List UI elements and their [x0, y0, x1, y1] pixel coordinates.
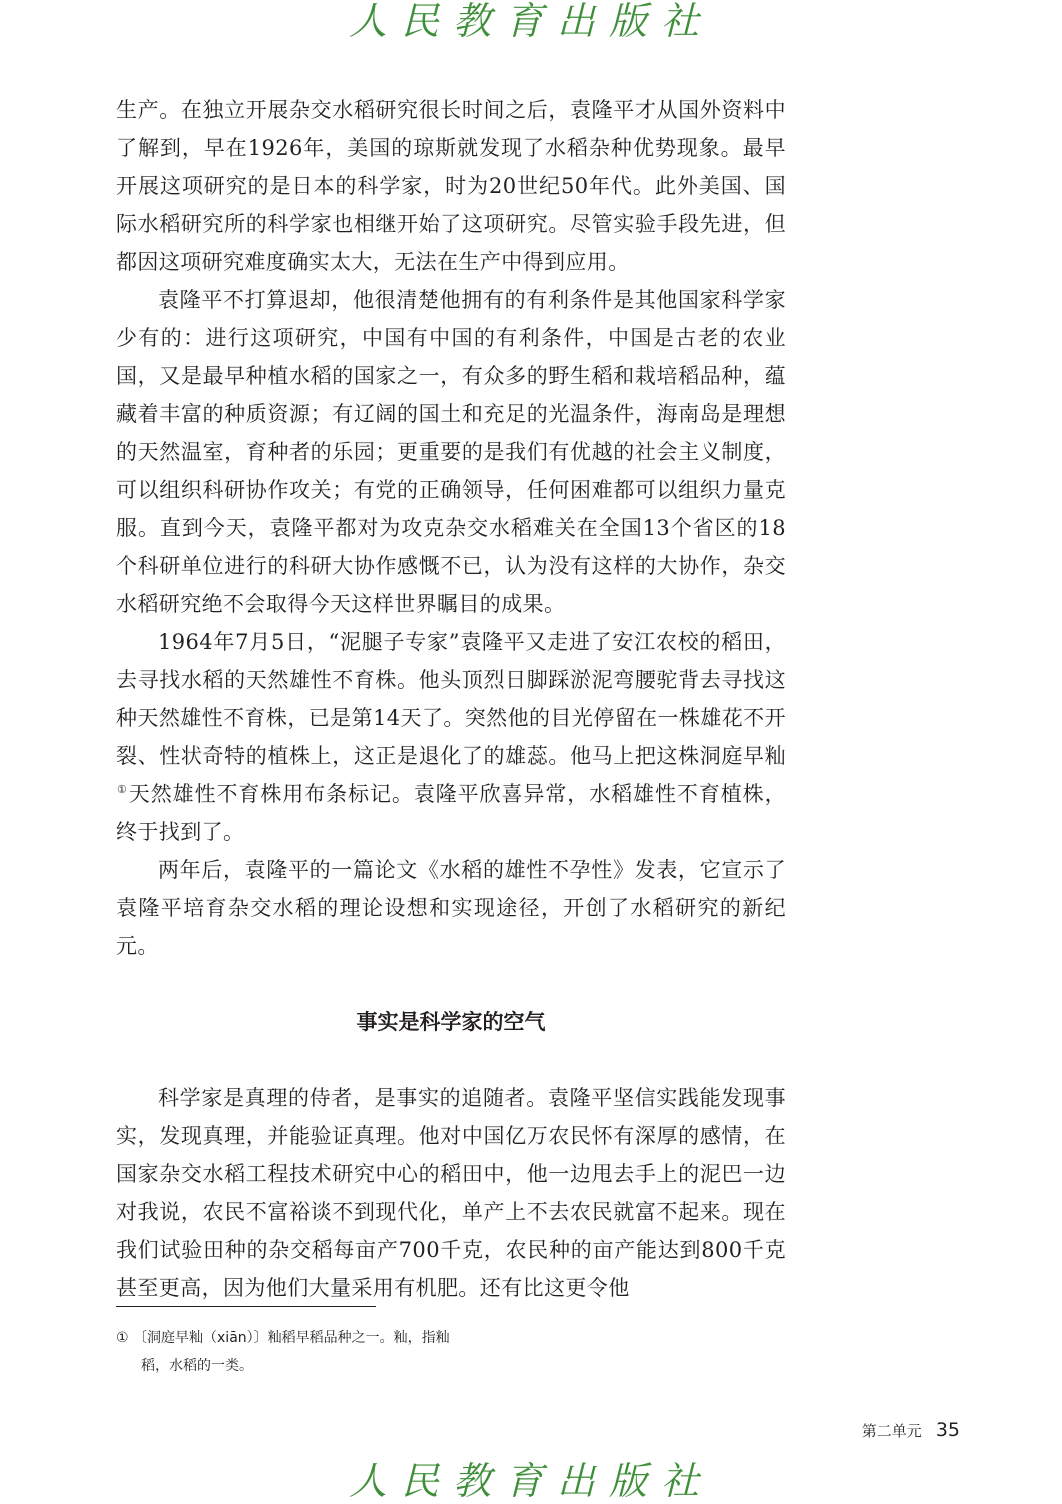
section-heading: 事实是科学家的空气	[356, 1010, 546, 1034]
footnote-divider	[116, 1306, 376, 1307]
paragraph-3-text-a: 1964年7月5日，“泥腿子专家”袁隆平又走进了安江农校的稻田，去寻找水稻的天然雄性不育株。他头顶烈日脚踩淤泥弯腰驼背去寻找这种天然雄性不育株，已是第14天了。突然他的目光停留在一株雄花不开裂、性状奇特的植株上，这正是退化了的雄蕊。他马上把这株洞庭早籼	[116, 630, 786, 768]
paragraph-2: 袁隆平不打算退却，他很清楚他拥有的有利条件是其他国家科学家少有的：进行这项研究，中国有中国的有利条件，中国是古老的农业国，又是最早种植水稻的国家之一，有众多的野生稻和栽培稻品种，蕴藏着丰富的种质资源；有辽阔的国土和充足的光温条件，海南岛是理想的天然温室，育种者的乐园；更重要的是我们有优越的社会主义制度，可以组织科研协作攻关；有党的正确领导，任何困难都可以组织力量克服。直到今天，袁隆平都对为攻克杂交水稻难关在全国13个省区的18个科研单位进行的科研大协作感慨不已，认为没有这样的大协作，杂交水稻研究绝不会取得今天这样世界瞩目的成果。	[116, 288, 786, 616]
footnote-mark: ①	[116, 1330, 129, 1346]
paragraph-1: 生产。在独立开展杂交水稻研究很长时间之后，袁隆平才从国外资料中了解到，早在1926年，美国的琼斯就发现了水稻杂种优势现象。最早开展这项研究的是日本的科学家，时为20世纪50年代。此外美国、国际水稻研究所的科学家也相继开始了这项研究。尽管实验手段先进，但都因这项研究难度确实太大，无法在生产中得到应用。	[116, 98, 786, 274]
unit-label: 第二单元	[861, 1422, 922, 1440]
footnote-line-1: 〔洞庭早籼（xiān）〕籼稻早稻品种之一。籼，指籼	[133, 1330, 450, 1346]
page-footer	[862, 1418, 960, 1443]
paragraph-3	[116, 623, 786, 851]
footnote-line-2: 稻，水稻的一类。	[141, 1358, 253, 1374]
footnote-reference[interactable]: ①	[117, 783, 128, 796]
footnote	[116, 1324, 516, 1380]
paragraph-5: 科学家是真理的侍者，是事实的追随者。袁隆平坚信实践能发现事实，发现真理，并能验证真理。他对中国亿万农民怀有深厚的感情，在国家杂交水稻工程技术研究中心的稻田中，他一边甩去手上的泥巴一边对我说，农民不富裕谈不到现代化，单产上不去农民就富不起来。现在我们试验田种的杂交稻每亩产700千克，农民种的亩产能达到800千克甚至更高，因为他们大量采用有机肥。还有比这更令他	[116, 1086, 786, 1300]
page-number: 35	[935, 1419, 960, 1441]
publisher-logo-top: 人民教育出版社	[348, 0, 713, 43]
publisher-logo-bottom: 人民教育出版社	[348, 1459, 713, 1503]
body-text	[116, 91, 786, 1307]
paragraph-3-text-b: 天然雄性不育株用布条标记。袁隆平欣喜异常，水稻雄性不育植株，终于找到了。	[116, 782, 787, 844]
paragraph-4: 两年后，袁隆平的一篇论文《水稻的雄性不孕性》发表，它宣示了袁隆平培育杂交水稻的理论设想和实现途径，开创了水稻研究的新纪元。	[116, 858, 786, 958]
